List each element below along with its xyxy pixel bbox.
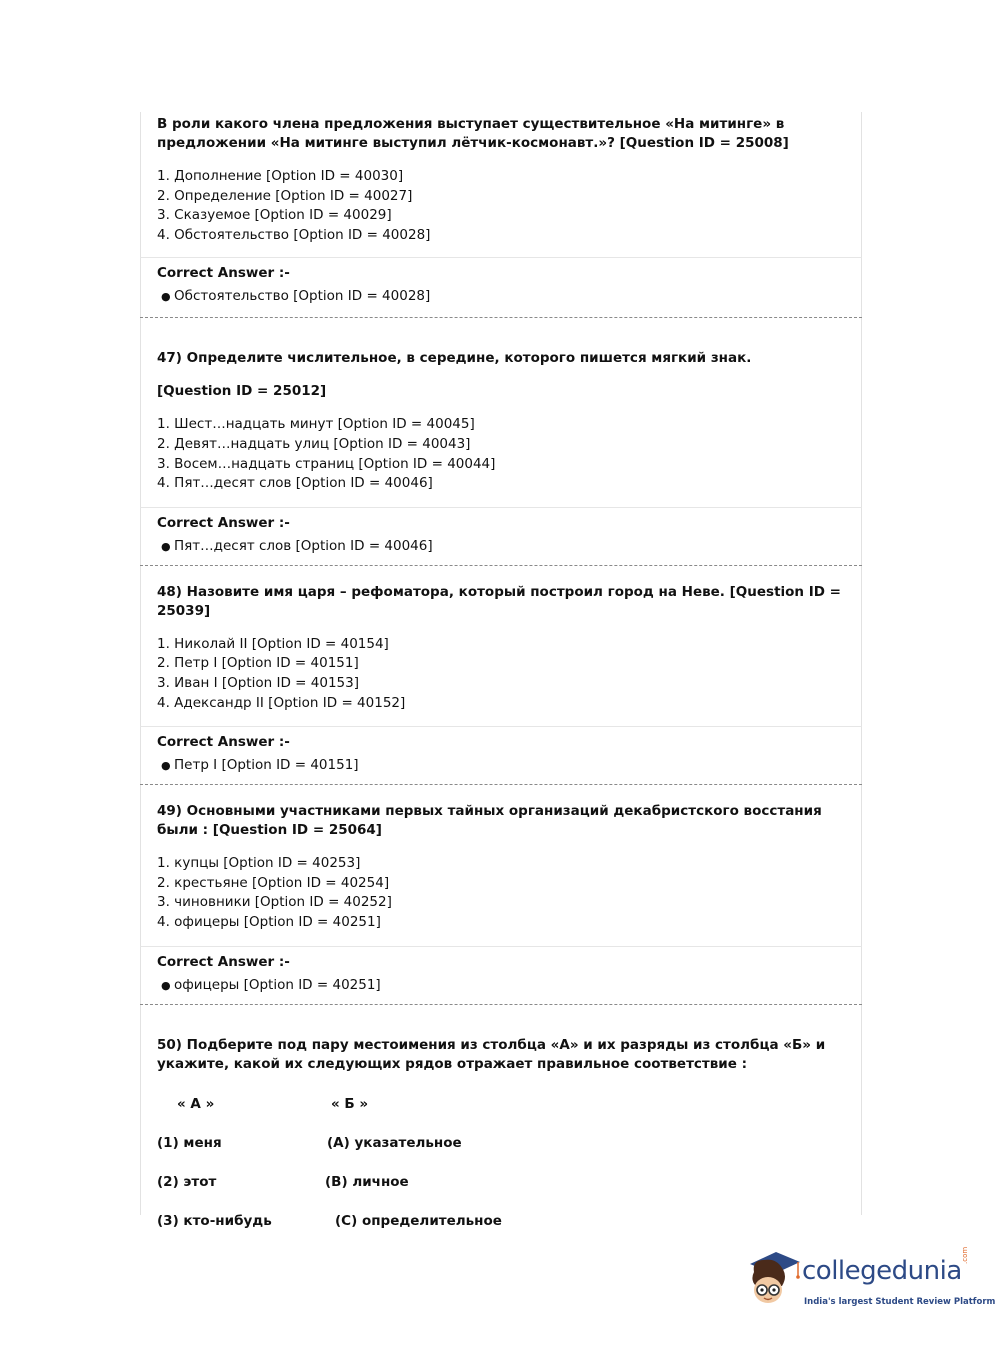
question-47: [140, 318, 862, 506]
correct-answer-text: Обстоятельство [Option ID = 40028]: [174, 288, 431, 305]
correct-answer-text: Петр I [Option ID = 40151]: [174, 757, 359, 774]
option-list: [157, 415, 845, 493]
match-header-row: [157, 1095, 845, 1114]
correct-answer: [157, 537, 845, 556]
correct-answer: [157, 756, 845, 775]
option-item: 1. Николай II [Option ID = 40154]: [157, 635, 389, 652]
match-row: [157, 1134, 845, 1153]
question-title: 50) Подберите под пару местоимения из столбца «А» и их разряды из столбца «Б» и укажите, какой их следующих рядов отражает правильное соответствие :: [157, 1036, 826, 1072]
exam-page: [140, 112, 862, 1229]
question-title: В роли какого члена предложения выступает существительное «На митинге» в предложении «На митинге выступил лётчик-космонавт.»? [Question ID = 25008]: [157, 116, 789, 151]
option-list: [157, 635, 845, 713]
correct-answer: [157, 287, 845, 306]
question-title: 48) Назовите имя царя – рефоматора, который построил город на Неве. [Question ID = 25039]: [157, 583, 841, 619]
option-item: 2. Петр I [Option ID = 40151]: [157, 655, 359, 672]
option-item: 1. Дополнение [Option ID = 40030]: [157, 168, 404, 184]
question-50: [140, 1005, 862, 1229]
column-b-item: (B) личное: [325, 1173, 409, 1190]
column-b-header: « Б »: [331, 1095, 369, 1112]
bullet-icon: ●: [161, 290, 171, 304]
option-list: [157, 167, 845, 245]
correct-answer-label: Correct Answer :-: [157, 265, 290, 282]
question-id: [Question ID = 25012]: [157, 383, 327, 400]
option-item: 4. Адександр II [Option ID = 40152]: [157, 694, 406, 711]
correct-answer-text: Пят…десят слов [Option ID = 40046]: [174, 537, 433, 554]
column-a-header: « А »: [177, 1095, 215, 1112]
question-title: 49) Основными участниками первых тайных организаций декабристского восстания были : [Question ID = 25064]: [157, 803, 822, 839]
match-row: [157, 1212, 845, 1231]
correct-answer: [157, 976, 845, 995]
column-a-item: (2) этот: [157, 1173, 217, 1190]
option-item: 4. офицеры [Option ID = 40251]: [157, 913, 381, 930]
graduate-mascot-icon: [742, 1250, 802, 1312]
column-b-item: (C) определительное: [335, 1212, 502, 1229]
correct-answer-text: офицеры [Option ID = 40251]: [174, 976, 381, 993]
option-item: 1. купцы [Option ID = 40253]: [157, 855, 361, 872]
option-item: 3. Восем…надцать страниц [Option ID = 40044]: [157, 455, 496, 472]
option-item: 3. чиновники [Option ID = 40252]: [157, 894, 392, 911]
bullet-icon: ●: [161, 978, 171, 992]
option-list: [157, 854, 845, 932]
answer-box-46: [140, 257, 862, 317]
question-49: [140, 785, 862, 945]
option-item: 2. Определение [Option ID = 40027]: [157, 187, 413, 204]
collegedunia-logo[interactable]: [742, 1246, 996, 1312]
question-48: [140, 566, 862, 726]
column-a-item: (1) меня: [157, 1134, 222, 1151]
option-item: 4. Обстоятельство [Option ID = 40028]: [157, 226, 431, 243]
column-a-item: (3) кто-нибудь: [157, 1212, 272, 1229]
column-b-item: (A) указательное: [327, 1134, 462, 1151]
correct-answer-label: Correct Answer :-: [157, 514, 290, 531]
logo-wordmark: collegedunia: [802, 1256, 962, 1286]
answer-box-48: [140, 726, 862, 784]
option-item: 4. Пят…десят слов [Option ID = 40046]: [157, 475, 433, 492]
option-item: 1. Шест…надцать минут [Option ID = 40045]: [157, 416, 475, 433]
correct-answer-label: Correct Answer :-: [157, 953, 290, 970]
logo-suffix: .com: [961, 1246, 969, 1264]
option-item: 3. Сказуемое [Option ID = 40029]: [157, 207, 392, 224]
option-item: 2. крестьяне [Option ID = 40254]: [157, 874, 390, 891]
match-row: [157, 1173, 845, 1192]
answer-box-49: [140, 946, 862, 1004]
correct-answer-label: Correct Answer :-: [157, 734, 290, 751]
bullet-icon: ●: [161, 759, 171, 773]
bullet-icon: ●: [161, 539, 171, 553]
logo-tagline: India's largest Student Review Platform: [804, 1297, 996, 1307]
option-item: 2. Девят…надцать улиц [Option ID = 40043]: [157, 435, 471, 452]
answer-box-47: [140, 507, 862, 565]
option-item: 3. Иван I [Option ID = 40153]: [157, 674, 359, 691]
question-46: [140, 112, 862, 257]
question-title: 47) Определите числительное, в середине, которого пишется мягкий знак.: [157, 350, 752, 367]
